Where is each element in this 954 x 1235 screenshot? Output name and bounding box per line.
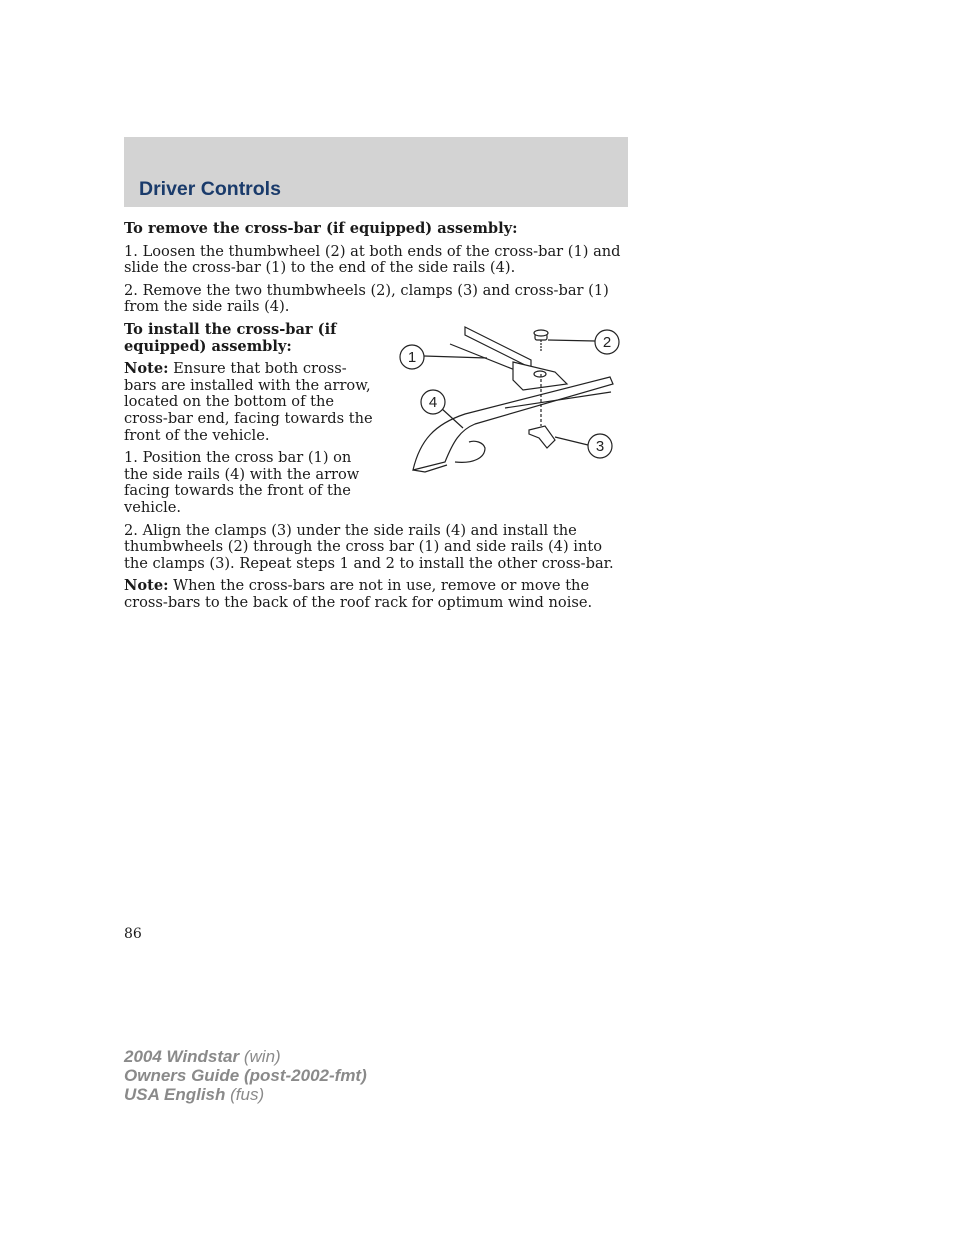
footer-language-code: (fus) bbox=[225, 1085, 265, 1104]
footer-line-1 bbox=[124, 1047, 367, 1066]
callout-2: 2 bbox=[602, 334, 612, 351]
footer-model: 2004 Windstar bbox=[124, 1047, 240, 1066]
callout-3: 3 bbox=[595, 438, 605, 455]
callout-1: 1 bbox=[407, 349, 417, 366]
footer-language: USA English bbox=[124, 1085, 226, 1104]
section-header bbox=[124, 137, 628, 207]
remove-heading: To remove the cross-bar (if equipped) assembly: bbox=[124, 220, 518, 237]
install-heading: To install the cross-bar (if equipped) assembly: bbox=[124, 320, 337, 355]
footer-guide: Owners Guide (post-2002-fmt) bbox=[124, 1066, 367, 1085]
footer-model-code: (win) bbox=[239, 1047, 281, 1066]
remove-step-1: 1. Loosen the thumbwheel (2) at both ends of the cross-bar (1) and slide the cross-bar (1) to the end of the side rails (4). bbox=[124, 242, 621, 277]
note-label: Note: bbox=[124, 360, 169, 378]
install-step-2: 2. Align the clamps (3) under the side rails (4) and install the thumbwheels (2) through the cross bar (1) and side rails (4) into the clamps (3). Repeat steps 1 and 2 to install the other cross-bar. bbox=[124, 521, 614, 572]
document-footer bbox=[124, 1047, 367, 1104]
install-note bbox=[124, 361, 376, 444]
final-note-text: When the cross-bars are not in use, remove or move the cross-bars to the back of the roof rack for optimum wind noise. bbox=[124, 577, 593, 611]
footer-line-3 bbox=[124, 1085, 367, 1104]
install-step-1: 1. Position the cross bar (1) on the side rails (4) with the arrow facing towards the front of the vehicle. bbox=[124, 449, 360, 516]
final-note bbox=[124, 578, 624, 611]
remove-step-2: 2. Remove the two thumbwheels (2), clamps (3) and cross-bar (1) from the side rails (4). bbox=[124, 281, 609, 316]
callout-4: 4 bbox=[428, 394, 438, 411]
final-note-label: Note: bbox=[124, 577, 169, 595]
note-text: Ensure that both cross-bars are installed with the arrow, located on the bottom of the cross-bar end, facing towards the front of the vehicle. bbox=[124, 360, 373, 444]
footer-line-2 bbox=[124, 1066, 367, 1085]
section-title: Driver Controls bbox=[139, 178, 281, 200]
page-number: 86 bbox=[124, 926, 142, 942]
crossbar-diagram bbox=[395, 322, 630, 487]
